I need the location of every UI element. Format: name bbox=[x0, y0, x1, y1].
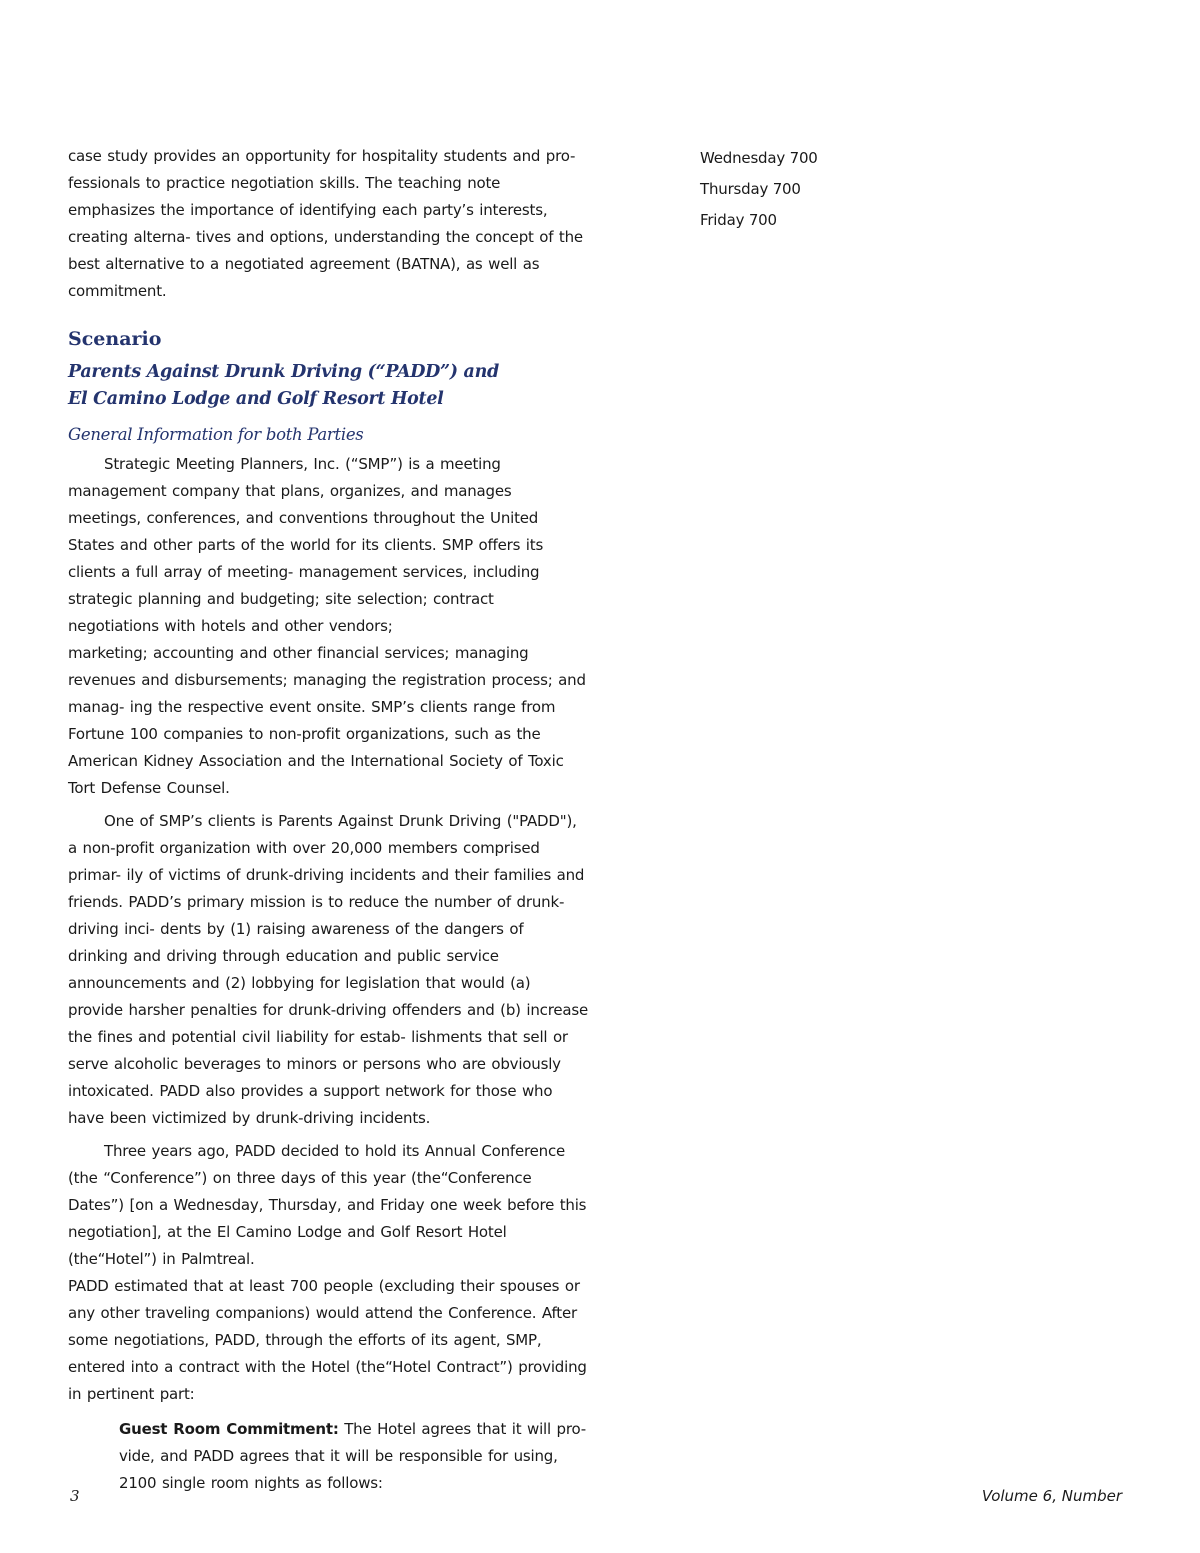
page-number: 3 bbox=[70, 1487, 80, 1505]
scenario-title-line-2: El Camino Lodge and Golf Resort Hotel bbox=[68, 389, 444, 409]
subheading: General Information for both Parties bbox=[68, 425, 364, 444]
main-column bbox=[68, 143, 588, 1497]
contract-quote bbox=[119, 1416, 588, 1497]
contract-quote-label: Guest Room Commitment: bbox=[119, 1420, 339, 1438]
body-paragraph-smp-continued: marketing; accounting and other financial services; managing revenues and disbursements; managing the registration process; and manag- ing the respective event onsite. SMP’s clients range from Fortune 100 companies to non-profit organizations, such as the American Kidney Association and the International Society of Toxic Tort Defense Counsel. bbox=[68, 644, 586, 797]
scenario-title-line-1: Parents Against Drunk Driving (“PADD”) and bbox=[68, 362, 499, 382]
body-paragraph-conference-continued: PADD estimated that at least 700 people (excluding their spouses or any other traveling companions) would attend the Conference. After some negotiations, PADD, through the efforts of its agent, SMP, entered into a contract with the Hotel (the“Hotel Contract”) providing in pertinent part: bbox=[68, 1277, 587, 1403]
body-paragraph-padd: One of SMP’s clients is Parents Against Drunk Driving ("PADD"), a non-profit organization with over 20,000 members comprised primar- ily of victims of drunk-driving incidents and their families and friends. PADD’s primary mission is to reduce the number of drunk- driving inci- dents by (1) raising awareness of the dangers of drinking and driving through education and public service announcements and (2) lobbying for legislation that would (a) provide harsher penalties for drunk-driving offenders and (b) increase the fines and potential civil liability for estab- lishments that sell or serve alcoholic beverages to minors or persons who are obviously intoxicated. PADD also provides a support network for those who have been victimized by drunk-driving incidents. bbox=[68, 812, 588, 1127]
body-paragraph-conference: Three years ago, PADD decided to hold its Annual Conference (the “Conference”) on three days of this year (the“Conference Dates”) [on a Wednesday, Thursday, and Friday one week before this negotiation], at the El Camino Lodge and Golf Resort Hotel (the“Hotel”) in Palmtreal. bbox=[68, 1142, 587, 1268]
section-heading: Scenario bbox=[68, 328, 162, 350]
room-night-row: Wednesday 700 bbox=[700, 149, 818, 167]
body-paragraph-smp: Strategic Meeting Planners, Inc. (“SMP”) is a meeting management company that plans, organizes, and manages meetings, conferences, and conventions throughout the United States and other parts of the world for its clients. SMP offers its clients a full array of meeting- management services, including strategic planning and budgeting; site selection; contract negotiations with hotels and other vendors; bbox=[68, 455, 544, 635]
room-nights-column bbox=[700, 143, 1000, 236]
volume-label: Volume 6, Number bbox=[981, 1487, 1122, 1505]
room-night-row: Friday 700 bbox=[700, 211, 777, 229]
contract-quote-text: The Hotel agrees that it will pro- vide, and PADD agrees that it will be responsible for using, 2100 single room nights as follows: bbox=[119, 1420, 586, 1492]
room-night-row: Thursday 700 bbox=[700, 180, 801, 198]
intro-paragraph: case study provides an opportunity for hospitality students and pro- fessionals to practice negotiation skills. The teaching note emphasizes the importance of identifying each party’s interests, creating alterna- tives and options, understanding the concept of the best alternative to a negotiated agreement (BATNA), as well as commitment. bbox=[68, 147, 583, 300]
